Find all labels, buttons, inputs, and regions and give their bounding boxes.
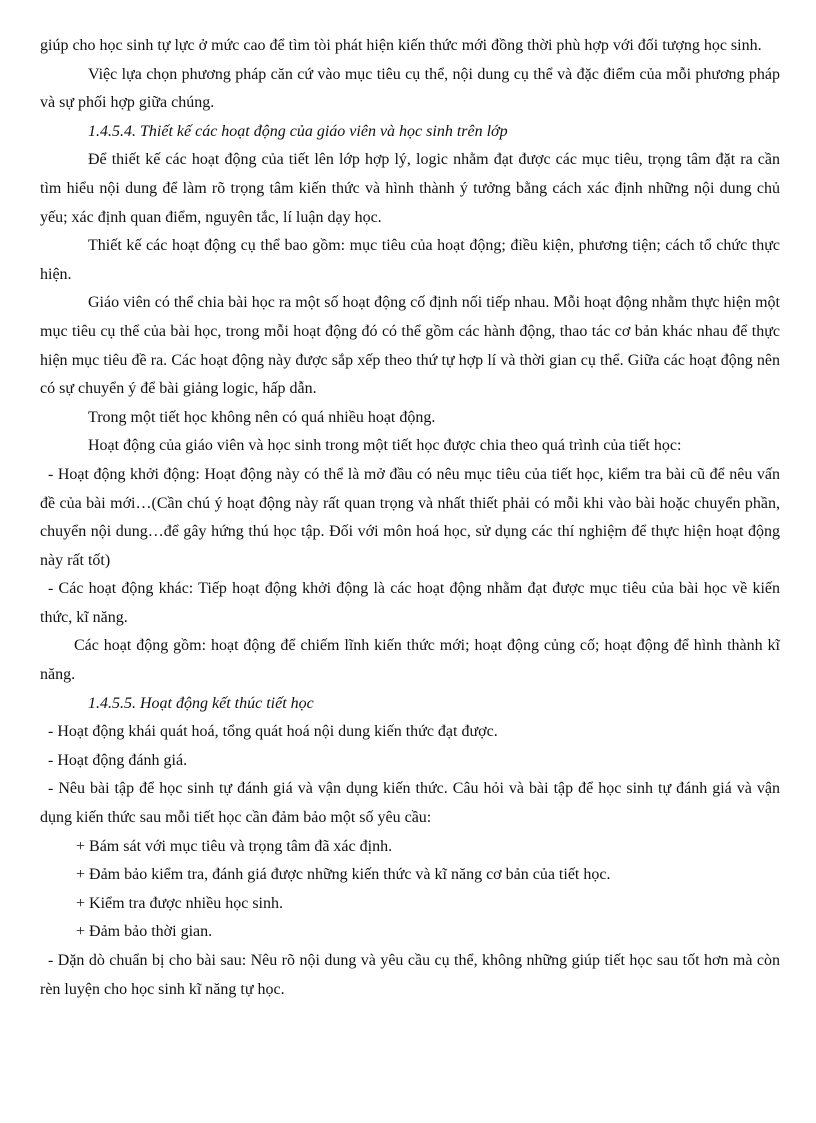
list-item-exercises: - Nêu bài tập để học sinh tự đánh giá và vận dụng kiến thức. Câu hỏi và bài tập để học sinh tự đánh giá và vận dụng kiến thức sau mỗi tiết học cần đảm bảo một số yêu cầu: [40,780,780,827]
list-item-generalize: - Hoạt động khái quát hoá, tổng quát hoá nội dung kiến thức đạt được. [48,723,498,741]
list-item-other-activities: - Các hoạt động khác: Tiếp hoạt động khởi động là các hoạt động nhằm đạt được mục tiêu của bài học về kiến thức, kĩ năng. [40,580,780,626]
section-heading-1-4-5-5: 1.4.5.5. Hoạt động kết thúc tiết học [88,694,314,712]
sub-item-ensure-assessment: + Đảm bảo kiểm tra, đánh giá được những kiến thức và kĩ năng cơ bản của tiết học. [76,866,611,884]
list-item-evaluate: - Hoạt động đánh giá. [48,751,188,769]
section-heading-1-4-5-4: 1.4.5.4. Thiết kế các hoạt động của giáo viên và học sinh trên lớp [88,122,508,140]
paragraph-method-selection: Việc lựa chọn phương pháp căn cứ vào mục tiêu cụ thể, nội dung cụ thể và đặc điểm của mỗi phương pháp và sự phối hợp giữa chúng. [40,65,780,112]
sub-item-follow-objectives: + Bám sát với mục tiêu và trọng tâm đã xác định. [76,837,393,855]
list-item-warmup: - Hoạt động khởi động: Hoạt động này có thể là mở đầu có nêu mục tiêu của tiết học, kiểm tra bài cũ để nêu vấn đề của bài mới…(Cần chú ý hoạt động này rất quan trọng và nhất thiết phải có mỗi khi vào bài hoặc chuyển phần, chuyển nội dung…để gây hứng thú học tập. Đối với môn hoá học, sử dụng các thí nghiệm để thực hiện hoạt động này rất tốt) [40,465,780,569]
paragraph-activity-components: Thiết kế các hoạt động cụ thể bao gồm: mục tiêu của hoạt động; điều kiện, phương tiện; cách tổ chức thực hiện. [40,237,780,283]
paragraph-continuation: giúp cho học sinh tự lực ở mức cao để tìm tòi phát hiện kiến thức mới đồng thời phù hợp với đối tượng học sinh. [40,37,762,54]
paragraph-design-activities: Để thiết kế các hoạt động của tiết lên lớp hợp lý, logic nhằm đạt được các mục tiêu, trọng tâm đặt ra cần tìm hiểu nội dung để làm rõ trọng tâm kiến thức và hình thành ý tưởng bằng cách xác định những nội dung chủ yếu; xác định quan điểm, nguyên tắc, lí luận dạy học. [40,151,780,226]
sub-item-time: + Đảm bảo thời gian. [76,923,213,941]
paragraph-activity-phases: Hoạt động của giáo viên và học sinh trong một tiết học được chia theo quá trình của tiết học: [88,437,682,455]
list-item-homework: - Dặn dò chuẩn bị cho bài sau: Nêu rõ nội dung và yêu cầu cụ thể, không những giúp tiết học sau tốt hơn mà còn rèn luyện cho học sinh kĩ năng tự học. [40,952,780,998]
paragraph-not-too-many: Trong một tiết học không nên có quá nhiều hoạt động. [88,408,436,426]
document-page [40,32,780,1004]
sub-item-many-students: + Kiểm tra được nhiều học sinh. [76,894,283,912]
paragraph-activity-types: Các hoạt động gồm: hoạt động để chiếm lĩnh kiến thức mới; hoạt động củng cố; hoạt động để hình thành kĩ năng. [40,637,780,684]
paragraph-lesson-division: Giáo viên có thể chia bài học ra một số hoạt động cố định nối tiếp nhau. Mỗi hoạt động nhằm thực hiện một mục tiêu cụ thể của bài học, trong mỗi hoạt động đó có thể gồm các hành động, thao tác cơ bản khác nhau để thực hiện mục tiêu đề ra. Các hoạt động này được sắp xếp theo thứ tự hợp lí và thời gian cụ thể. Giữa các hoạt động nên có sự chuyển ý để bài giảng logic, hấp dẫn. [40,294,780,398]
